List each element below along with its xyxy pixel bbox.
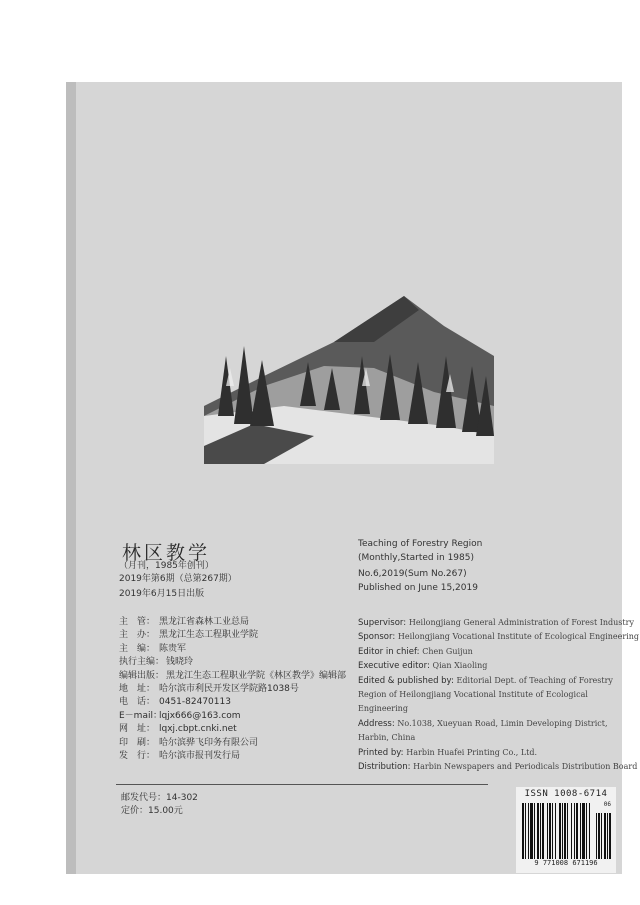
spine-strip [66, 82, 76, 874]
issn-label: ISSN 1008-6714 [524, 789, 608, 799]
postal-info [121, 792, 198, 818]
back-cover [66, 82, 640, 874]
masthead-row: 印 刷： 哈尔滨骅飞印务有限公司 [119, 737, 259, 748]
exec-editor-row: Executive editor: Qian Xiaoling [358, 661, 488, 672]
issn-barcode-block [516, 787, 616, 873]
distribution-row: Distribution: Harbin Newspapers and Periodicals Distribution Board [358, 762, 638, 773]
issue-addon: 06 [603, 801, 611, 808]
masthead-row: 地 址： 哈尔滨市利民开发区学院路1038号 [119, 683, 299, 694]
issue-en: No.6,2019(Sum No.267) [358, 569, 467, 579]
editor-row: Editor in chief: Chen Guijun [358, 646, 473, 657]
masthead-row: 网 址： lqxj.cbpt.cnki.net [119, 724, 237, 735]
masthead-row: 发 行： 哈尔滨市报刊发行局 [119, 750, 241, 761]
journal-title-en: Teaching of Forestry Region [358, 539, 483, 549]
date-cn: 2019年6月15日出版 [119, 589, 205, 599]
date-en: Published on June 15,2019 [358, 583, 478, 593]
barcode-icon [520, 803, 612, 859]
printer-row: Printed by: Harbin Huafei Printing Co., Ltd. [358, 747, 538, 758]
masthead-row: 主 办： 黑龙江生态工程职业学院 [119, 630, 259, 641]
masthead-row: 编辑出版： 黑龙江生态工程职业学院《林区教学》编辑部 [119, 670, 347, 681]
price: 定价：15.00元 [121, 806, 183, 816]
subtitle-en: (Monthly,Started in 1985) [358, 553, 474, 563]
journal-title-cn: 林区教学 [122, 542, 211, 564]
postal-code: 邮发代号：14-302 [121, 793, 198, 803]
masthead-row: 主 编： 陈贵军 [119, 643, 187, 654]
masthead-row: 电 话： 0451-82470113 [119, 697, 231, 708]
mountain-photo [204, 296, 494, 464]
masthead-row: 执行主编： 钱晓玲 [119, 657, 194, 668]
supervisor-row: Supervisor: Heilongjiang General Administration of Forest Industry [358, 618, 634, 628]
masthead-row: 主 管： 黑龙江省森林工业总局 [119, 617, 250, 627]
masthead-row: E－mail：lqjx666@163.com [119, 710, 241, 721]
barcode-digits: 9 771008 671196 [534, 859, 598, 867]
masthead-en [358, 616, 640, 774]
sponsor-row: Sponsor: Heilongjiang Vocational Institute of Ecological Engineering [358, 632, 640, 643]
issue-cn: 2019年第6期（总第267期） [119, 574, 237, 584]
divider-line [116, 784, 488, 785]
masthead-cn [119, 616, 346, 763]
address-row: Address: No.1038, Xueyuan Road, Limin Developing District, Harbin, China [358, 718, 608, 743]
publisher-row: Edited & published by: Editorial Dept. of Teaching of Forestry Region of Heilongjiang Vocational Institute of Ecological Engineering [358, 675, 613, 714]
subtitle-cn: （月刊，1985年创刊） [119, 561, 214, 571]
